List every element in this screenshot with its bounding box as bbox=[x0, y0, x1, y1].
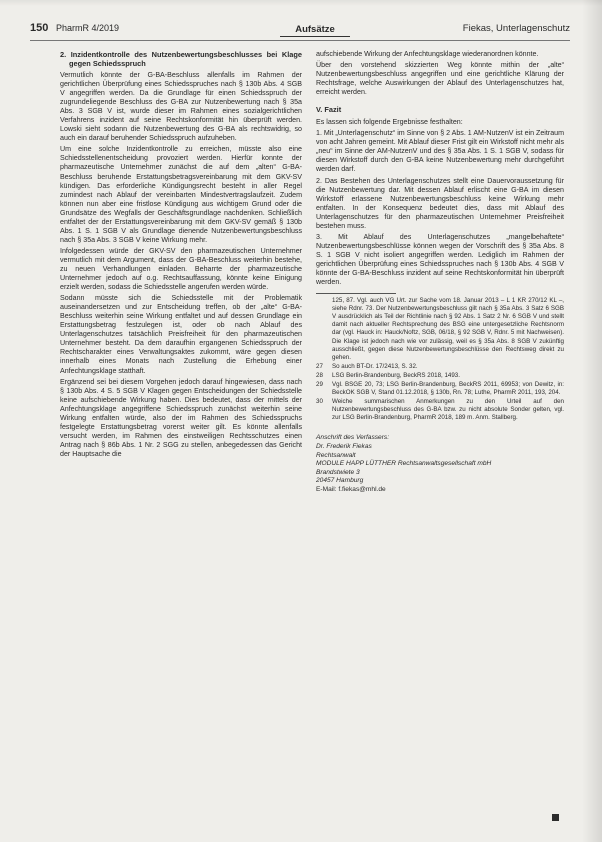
section-label: Aufsätze bbox=[280, 24, 350, 37]
body-paragraph: Um eine solche Inzidentkontrolle zu erreichen, müsste also eine Schiedsstellenentscheidung provoziert werden. Hierfür konnte der pharmazeutische Unternehmer zunächst die auf dem „alten“ G-BA-Beschluss beruhende Erstattungsbetragsvereinbarung mit dem GKV-SV kündigen. Das erforderliche Kündigungsrecht besteht in aller Regel zumindest nach Ablauf der vereinbarten Mindestvertragslaufzeit. Zudem können nun aber eine fristlose Kündigung aus wichtigem Grund oder die Grundsätze des Wegfalls der Geschäftsgrundlage nachdenken. Schließlich entfaltet der der Erstattungsvereinbarung mit dem GKV-SV gemäß § 130b Abs. 1 S. 1 SGB V als Grundlage dienende Nutzenbewertungsbeschluss nach § 35a Abs. 3 SGB V keine Wirkung mehr. bbox=[60, 145, 302, 244]
footnote-number bbox=[316, 297, 332, 362]
fazit-intro: Es lassen sich folgende Ergebnisse festhalten: bbox=[316, 118, 463, 127]
author-email[interactable]: E-Mail: f.fiekas@mhl.de bbox=[316, 486, 386, 494]
scan-shadow-top bbox=[0, 0, 602, 6]
body-paragraph: Ergänzend sei bei diesem Vorgehen jedoch darauf hingewiesen, dass nach § 130b Abs. 4 S. 5 SGB V Klagen gegen Entscheidungen der Schiedsstelle keine aufschiebende Wirkung haben. Dies bedeutet, dass der mittels der Anfechtungsklage angegriffene Schiedsspruch zunächst weiterhin seine Wirkung entfalten würde, also der im Rahmen des Schiedsspruchs festgelegte Erstattungsbetrag vorerst weiter gilt. Es könnte allenfalls versucht werden, im Rahmen des einstweiligen Rechtsschutzes einen Antrag nach § 86b Abs. 1 Nr. 2 SGG zu stellen, anbegedessen das Gericht der Hauptsache die bbox=[60, 377, 302, 458]
footnote-number: 29 bbox=[316, 381, 323, 389]
footnote-text: Weiche summarischen Anmerkungen zu den Urteil auf den Nutzenbewertungsbeschluss des G-BA bzw. zu nicht absolute Sonder gelten, vgl. zur LSG Berlin-Brandenburg, PharmR 2018, 189 m. Anm. Stallberg. bbox=[332, 398, 564, 422]
author-address bbox=[316, 434, 564, 494]
footnote-text: Vgl. BSGE 20, 73; LSG Berlin-Brandenburg, BeckRS 2011, 69953; von Dewitz, in: BeckOK SGB V, Stand 01.12.2018, § 130b, Rn. 78; Luthe, PharmR 2011, 193, 204. bbox=[332, 381, 564, 397]
page-number: 150 bbox=[30, 22, 49, 34]
body-paragraph: Infolgedessen würde der GKV-SV den pharmazeutischen Unternehmer vermutlich mit dem Argument, dass der G-BA-Beschluss weiterhin bestehe, zu neuen Verhandlungen einladen. Beharrte der pharmazeutische Unternehmer jedoch auf o.g. Rechtsauffassung, könnte keine Einigung erzielt werden, sodass die Schiedsstelle angerufen werden würde. bbox=[60, 246, 302, 292]
journal-label: PharmR 4/2019 bbox=[56, 23, 120, 33]
running-header bbox=[30, 22, 570, 38]
footnote-rule bbox=[316, 293, 396, 294]
footnote-number: 28 bbox=[316, 371, 323, 379]
running-title: Fiekas, Unterlagenschutz bbox=[462, 23, 570, 34]
footnote-text: LSG Berlin-Brandenburg, BeckRS 2018, 1493. bbox=[332, 371, 460, 379]
fazit-point: 2. Das Bestehen des Unterlagenschutzes stellt eine Dauervoraussetzung für die Nutzenbewertung dar. Mit dessen Ablauf erlischt eine G-BA im diesen Wirkstoff erlassene Nutzenbewertungsbeschluss keine Wirkung mehr entfalten. In der Konsequenz bedeutet dies, dass mit Ablauf des Unterlagenschutzes für den pharmazeutischen Unternehmer Preisfreiheit bestehen muss. bbox=[316, 176, 564, 230]
section-heading-inzidentkontrolle: 2. Inzidentkontrolle des Nutzenbewertungsbeschlusses bei Klage gegen Schiedsspruch bbox=[60, 50, 302, 68]
right-column bbox=[316, 50, 564, 495]
footnote-number: 27 bbox=[316, 362, 323, 370]
body-paragraph: aufschiebende Wirkung der Anfechtungsklage wiederanordnen könnte. bbox=[316, 50, 539, 58]
footnote bbox=[316, 398, 564, 422]
left-column bbox=[60, 50, 302, 461]
body-paragraph: Vermutlich könnte der G-BA-Beschluss allenfalls im Rahmen der gerichtlichen Überprüfung eines Schiedsspruches nach § 130b Abs. 4 SGB V angegriffen werden. Da die Grundlage für einen Schiedsspruch der zugrundeliegende Beschluss des G-BA zur Nutzenbewertung nach § 35a Abs. 3 SGB V ist, wurde dieser im Rahmen eines sozialgerichtlichen Verfahrens inzident auf seine Rechtskonformität hin überprüft werden. Lowski sieht sodann die Nutzenbewertung des G-BA als rechtswidrig, so auch ein darauf beruhender Schiedsspruch aufzuheben. bbox=[60, 71, 302, 143]
footnote bbox=[316, 297, 564, 362]
fazit-point: 1. Mit „Unterlagenschutz“ im Sinne von § 2 Abs. 1 AM-NutzenV ist ein Zeitraum von acht Jahren gemeint. Mit Ablauf dieser Frist gilt ein Wirkstoff nicht mehr als „neu“ im Sinne der AM-NutzenV und des § 35a Abs. 1 S. 1 SGB V, sodass für diesen Wirkstoff durch den G-BA keine Nutzenbewertung mehr durchgeführt werden darf. bbox=[316, 129, 564, 174]
address-city: 20457 Hamburg bbox=[316, 477, 364, 485]
author-firm: MODULE HAPP LÜTTHER Rechtsanwaltsgesellschaft mbH bbox=[316, 460, 492, 468]
footnote-text: So auch BT-Dr. 17/2413, S. 32. bbox=[332, 362, 418, 370]
article-end-mark bbox=[552, 814, 559, 821]
header-rule bbox=[30, 40, 570, 41]
section-heading-fazit: V. Fazit bbox=[316, 105, 342, 115]
fazit-point: 3. Mit Ablauf des Unterlagenschutzes „mangelbehaftete“ Nutzenbewertungsbeschlüsse können wegen der Vorschrift des § 35a Abs. 8 S. 1 SGB V nicht isoliert angegriffen werden. Lediglich im Rahmen der gerichtlichen Überprüfung eines Schiedsspruches nach § 130b Abs. 4 SGB V könnte der G-BA-Beschluss inzident auf seine Rechtskonformität hin überprüft werden. bbox=[316, 232, 564, 287]
footnote-text: 125, 87. Vgl. auch VG Urt. zur Sache vom 18. Januar 2013 – L 1 KR 270/12 KL –, siehe Rdnr. 73. Der Nutzenbewertungsbeschluss gilt nach § 35a Abs. 3 Satz 6 SGB V ausdrücklich als Teil der Richtlinie nach § 92 Abs. 1 Satz 2 Nr. 6 SGB V und stellt damit nach aktueller Rechtsprechung des BSG eine untergesetzliche Rechtsnorm dar (vgl. Hauck in: Hauck/Noftz, SGB, 06/18, § 92 SGB V, Rdnr. 5 mit Nachweisen). Die Klage ist jedoch nach wie vor zulässig, weil es § 35a Abs. 8 SGB V zukünftig ausschließt, gegen diese Nutzenbewertungsbeschlüsse den Rechtsweg direkt zu gehen. bbox=[332, 297, 564, 361]
author-role: Rechtsanwalt bbox=[316, 451, 356, 459]
address-heading: Anschrift des Verfassers: bbox=[316, 434, 390, 442]
footnote bbox=[316, 372, 564, 380]
footnote bbox=[316, 363, 564, 371]
footnote-number: 30 bbox=[316, 398, 323, 406]
body-paragraph: Sodann müsste sich die Schiedsstelle mit der Problematik auseinandersetzen und zur Entscheidung treffen, ob der „alte“ G-BA-Beschluss weiterhin seine Wirkung entfaltet und auf dessen Grundlage ein Erstattungsbetrag festzulegen ist, oder ob nach Ablauf des Unterlagenschutzes tatsächlich Preisfreiheit für den pharmazeutischen Unternehmer besteht. Da dem daraufhin ergangenen Schiedsspruch der Rechtscharakter eines Verwaltungsaktes zukommt, wäre gegen diesen innerhalb eines Monats nach Zustellung die Erhebung einer Anfechtungsklage statthaft. bbox=[60, 294, 302, 375]
address-street: Brandstwiete 3 bbox=[316, 468, 360, 476]
footnote bbox=[316, 381, 564, 397]
scan-shadow-right bbox=[582, 0, 602, 842]
footnotes bbox=[316, 297, 564, 422]
body-paragraph: Über den vorstehend skizzierten Weg könnte mithin der „alte“ Nutzenbewertungsbeschluss angegriffen und eine gerichtliche Klärung der Rechtsfrage, welche Auswirkungen der Ablauf des Unterlagenschutzes hat, erreicht werden. bbox=[316, 61, 564, 97]
author-name: Dr. Frederik Fiekas bbox=[316, 443, 372, 451]
